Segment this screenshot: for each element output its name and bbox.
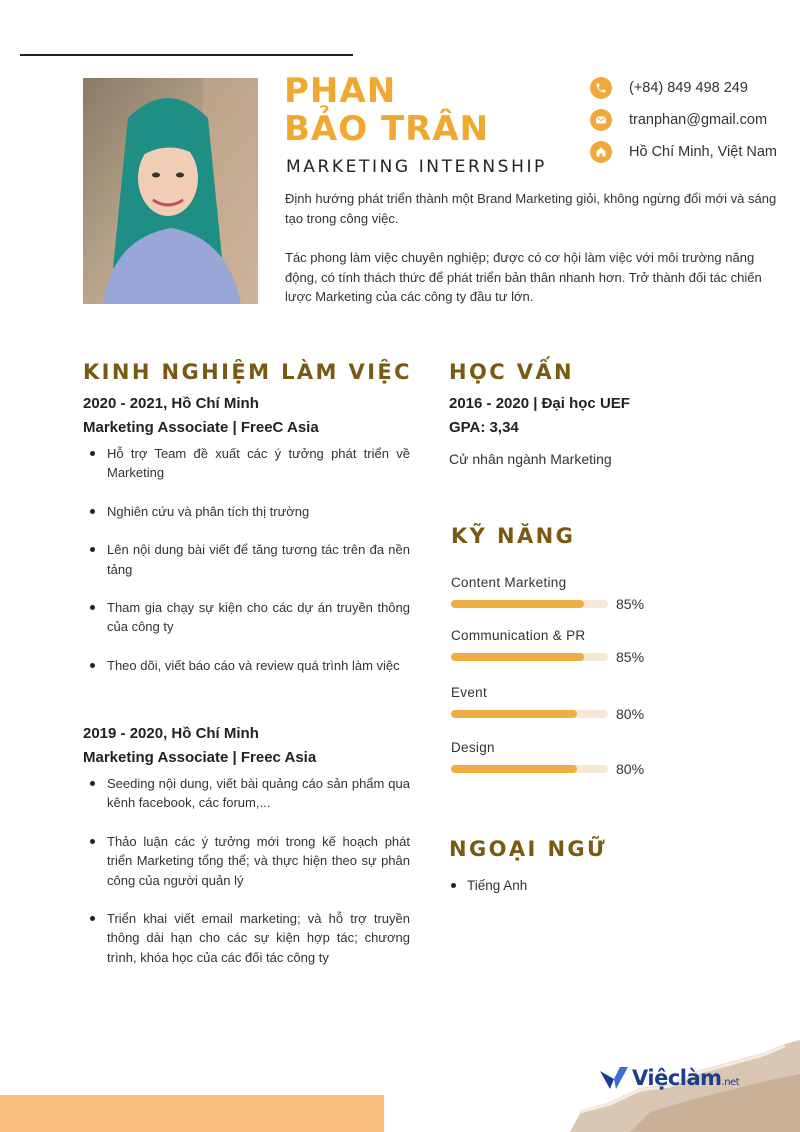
contact-block bbox=[590, 76, 777, 172]
job-2-duties bbox=[83, 774, 410, 967]
skill-bar bbox=[451, 653, 608, 661]
footer-bar bbox=[0, 1095, 384, 1132]
skills-heading: KỸ NĂNG bbox=[451, 524, 576, 548]
skill-bar-fill bbox=[451, 765, 577, 773]
phone-number: (+84) 849 498 249 bbox=[629, 80, 748, 96]
skill-bar bbox=[451, 710, 608, 718]
education-heading: HỌC VẤN bbox=[449, 360, 575, 384]
brand-name: Việclàm.net bbox=[632, 1066, 740, 1090]
skill-name: Content Marketing bbox=[451, 575, 567, 590]
skill-bar-fill bbox=[451, 710, 577, 718]
contact-address bbox=[590, 140, 777, 164]
education-gpa: GPA: 3,34 bbox=[449, 419, 519, 436]
list-item: Tham gia chạy sự kiện cho các dự án truyền thông của công ty bbox=[83, 598, 410, 637]
skill-name: Design bbox=[451, 740, 495, 755]
brand-suffix: .net bbox=[721, 1077, 740, 1088]
skill-content-marketing bbox=[451, 575, 661, 612]
skill-bar bbox=[451, 765, 608, 773]
list-item: Nghiên cứu và phân tích thị trường bbox=[83, 502, 410, 521]
skill-event bbox=[451, 685, 661, 722]
job-role: MARKETING INTERNSHIP bbox=[286, 157, 547, 177]
skill-name: Event bbox=[451, 685, 488, 700]
skill-percent: 85% bbox=[616, 649, 645, 665]
brand-mark-icon bbox=[600, 1067, 628, 1089]
skill-communication-pr bbox=[451, 628, 661, 665]
candidate-name bbox=[284, 72, 489, 148]
home-icon bbox=[590, 141, 612, 163]
skill-bar-fill bbox=[451, 653, 584, 661]
list-item: Tiếng Anh bbox=[451, 876, 527, 895]
name-line-1: PHAN bbox=[284, 71, 397, 111]
address: Hồ Chí Minh, Việt Nam bbox=[629, 144, 778, 160]
list-item: Lên nội dung bài viết để tăng tương tác trên đa nền tảng bbox=[83, 540, 410, 579]
skill-name: Communication & PR bbox=[451, 628, 586, 643]
summary-paragraph-2: Tác phong làm việc chuyên nghiệp; được có cơ hội làm việc với môi trường năng động, có tính thách thức để phát triển bản thân nhanh hơn. Trở thành đối tác chiến lược Marketing của các công ty đầu tư lớn. bbox=[285, 250, 762, 304]
job-2-period: 2019 - 2020, Hồ Chí Minh bbox=[83, 725, 259, 742]
job-1-period: 2020 - 2021, Hồ Chí Minh bbox=[83, 395, 259, 412]
phone-icon bbox=[590, 77, 612, 99]
job-1 bbox=[83, 392, 410, 694]
list-item: Seeding nội dung, viết bài quảng cáo sản phẩm qua kênh facebook, các forum,... bbox=[83, 774, 410, 813]
skill-percent: 80% bbox=[616, 761, 645, 777]
top-divider bbox=[20, 54, 353, 56]
education-school: 2016 - 2020 | Đại học UEF bbox=[449, 395, 630, 412]
email-address: tranphan@gmail.com bbox=[629, 112, 768, 128]
skill-bar bbox=[451, 600, 608, 608]
job-2 bbox=[83, 722, 410, 986]
contact-email bbox=[590, 108, 777, 132]
skill-bar-fill bbox=[451, 600, 584, 608]
experience-heading: KINH NGHIỆM LÀM VIỆC bbox=[83, 360, 412, 384]
list-item: Hỗ trợ Team đề xuất các ý tưởng phát triển về Marketing bbox=[83, 444, 410, 483]
languages-block bbox=[451, 872, 527, 895]
profile-photo bbox=[83, 78, 258, 304]
list-item: Thảo luận các ý tưởng mới trong kế hoạch phát triển Marketing tổng thể; và thực hiện theo sự phân công của người quản lý bbox=[83, 832, 410, 890]
skill-percent: 80% bbox=[616, 706, 645, 722]
job-1-position: Marketing Associate | FreeC Asia bbox=[83, 419, 319, 436]
summary-paragraph-1: Định hướng phát triển thành một Brand Marketing giỏi, không ngừng đổi mới và sáng tạo trong công việc. bbox=[285, 191, 777, 226]
education-degree: Cử nhân ngành Marketing bbox=[449, 451, 612, 467]
email-icon bbox=[590, 109, 612, 131]
name-line-2: BẢO TRÂN bbox=[284, 109, 490, 149]
languages-heading: NGOẠI NGỮ bbox=[449, 837, 607, 861]
career-summary bbox=[285, 189, 790, 327]
skill-percent: 85% bbox=[616, 596, 645, 612]
skill-design bbox=[451, 740, 661, 777]
languages-list bbox=[451, 876, 527, 895]
brand-logo bbox=[600, 1066, 739, 1090]
list-item: Triển khai viết email marketing; và hỗ trợ truyền thông dài hạn cho các sự kiện hợp tác; chương trình, khóa học của các đối tác công ty bbox=[83, 909, 410, 967]
education-block bbox=[449, 392, 630, 467]
job-2-position: Marketing Associate | Freec Asia bbox=[83, 749, 317, 766]
contact-phone bbox=[590, 76, 777, 100]
list-item: Theo dõi, viết báo cáo và review quá trình làm việc bbox=[83, 656, 410, 675]
job-1-duties bbox=[83, 444, 410, 675]
